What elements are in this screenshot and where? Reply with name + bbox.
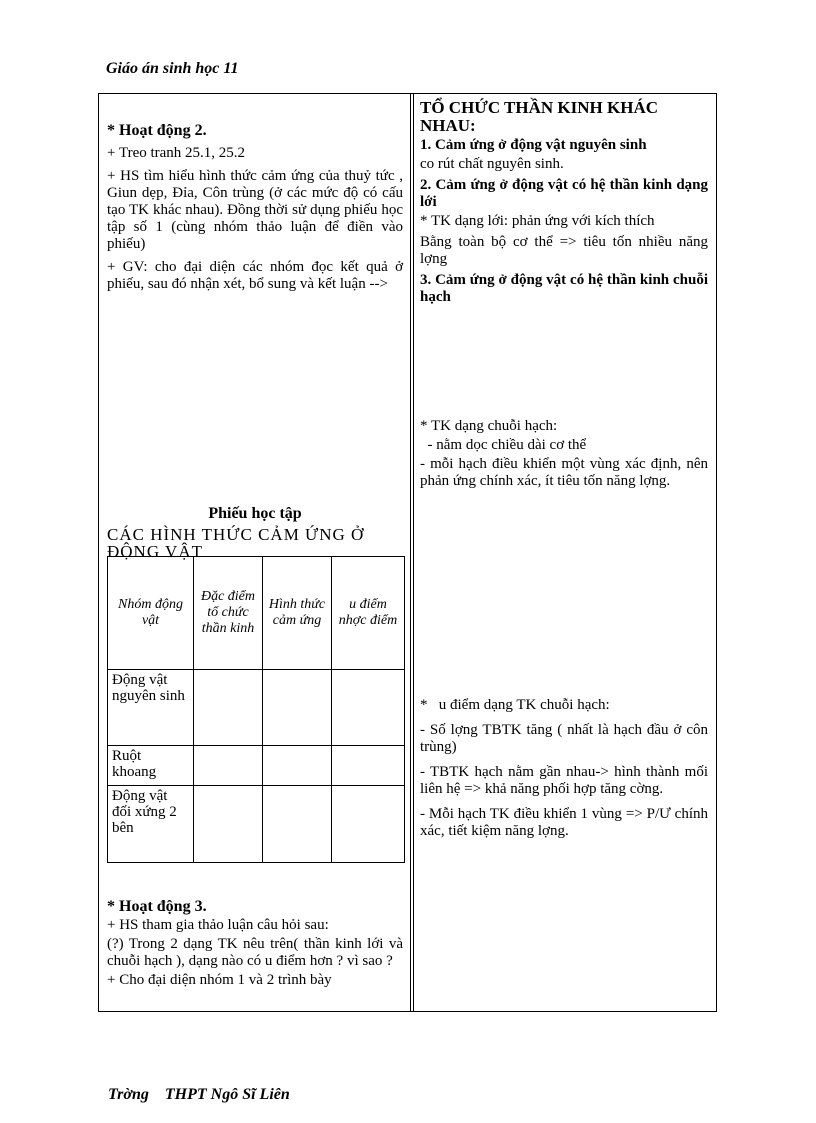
heading-2: 2. Cảm ứng ở động vật có hệ thần kinh dạng lới	[420, 177, 708, 210]
heading-1-text: co rút chất nguyên sinh.	[420, 156, 564, 172]
activity-3-question: (?) Trong 2 dạng TK nêu trên( thần kinh lới và chuỗi hạch ), dạng nào có u điểm hơn ? vì sao ?	[107, 936, 403, 969]
worksheet-table	[107, 556, 405, 863]
activity-2-step-1: + Treo tranh 25.1, 25.2	[107, 145, 246, 161]
table-row	[108, 786, 405, 863]
activity-3-section	[107, 898, 403, 995]
heading-3: 3. Cảm ứng ở động vật có hệ thần kinh chuỗi hạch	[420, 272, 708, 305]
content-section-top	[420, 99, 708, 312]
activity-3-step-1: + HS tham gia thảo luận câu hỏi sau:	[107, 917, 329, 933]
content-section-chain	[420, 418, 708, 496]
row-label: Động vật đối xứng 2 bên	[108, 786, 194, 863]
page-header: Giáo án sinh học 11	[106, 60, 239, 77]
table-cell	[194, 786, 263, 863]
table-cell	[263, 786, 332, 863]
page-footer: Trờng THPT Ngô Sĩ Liên	[108, 1086, 290, 1103]
worksheet-title: CÁC HÌNH THỨC CẢM ỨNG Ở ĐỘNG VẬT	[107, 525, 365, 561]
header-cell: Hình thức cảm ứng	[263, 557, 332, 670]
chain-point-1: * TK dạng chuỗi hạch:	[420, 418, 558, 434]
table-cell	[332, 670, 405, 746]
advantage-1: - Số lợng TBTK tăng ( nhất là hạch đầu ở côn trùng)	[420, 722, 708, 755]
header-cell: u điểm nhợc điểm	[332, 557, 405, 670]
table-cell	[194, 746, 263, 786]
content-section-advantages	[420, 697, 708, 846]
advantage-2: - TBTK hạch nằm gần nhau-> hình thành mối liên hệ => khả năng phối hợp tăng cờng.	[420, 764, 708, 797]
chain-point-3: - mỗi hạch điều khiển một vùng xác định, nên phản ứng chính xác, ít tiêu tốn năng lợng.	[420, 456, 708, 489]
worksheet-header-row	[108, 557, 405, 670]
chain-point-2: - nằm dọc chiều dài cơ thể	[420, 437, 587, 453]
heading-1: 1. Cảm ứng ở động vật nguyên sinh	[420, 137, 647, 153]
activity-2-section	[107, 122, 403, 299]
activity-2-step-3: + GV: cho đại diện các nhóm đọc kết quả ở phiếu, sau đó nhận xét, bổ sung và kết luận -->	[107, 259, 403, 292]
activity-3-step-2: + Cho đại diện nhóm 1 và 2 trình bày	[107, 972, 332, 988]
column-divider	[410, 93, 414, 1012]
section-title: TỔ CHỨC THẦN KINH KHÁC NHAU:	[420, 98, 659, 135]
heading-2-point-1: * TK dạng lới: phản ứng với kích thích	[420, 213, 655, 229]
table-row	[108, 670, 405, 746]
worksheet-label: Phiếu học tập	[208, 505, 302, 522]
header-cell: Nhóm động vật	[108, 557, 194, 670]
activity-3-title: * Hoạt động 3.	[107, 898, 207, 915]
table-cell	[332, 746, 405, 786]
table-row	[108, 746, 405, 786]
table-cell	[194, 670, 263, 746]
advantages-title: * u điểm dạng TK chuỗi hạch:	[420, 697, 610, 713]
table-cell	[263, 670, 332, 746]
advantage-3: - Mỗi hạch TK điều khiển 1 vùng => P/Ư chính xác, tiết kiệm năng lợng.	[420, 806, 708, 839]
activity-2-step-2: + HS tìm hiểu hình thức cảm ứng của thuỷ tức , Giun dẹp, Đỉa, Côn trùng (ở các mức độ có cấu tạo TK khác nhau). Đồng thời sử dụng phiếu học tập số 1 (cùng nhóm thảo luận để điền vào phiếu)	[107, 168, 403, 252]
header-cell: Đặc điểm tổ chức thần kinh	[194, 557, 263, 670]
heading-2-point-2: Bằng toàn bộ cơ thể => tiêu tốn nhiều năng lợng	[420, 234, 708, 267]
activity-2-title: * Hoạt động 2.	[107, 122, 207, 139]
row-label: Ruột khoang	[108, 746, 194, 786]
row-label: Động vật nguyên sinh	[108, 670, 194, 746]
table-cell	[263, 746, 332, 786]
table-cell	[332, 786, 405, 863]
